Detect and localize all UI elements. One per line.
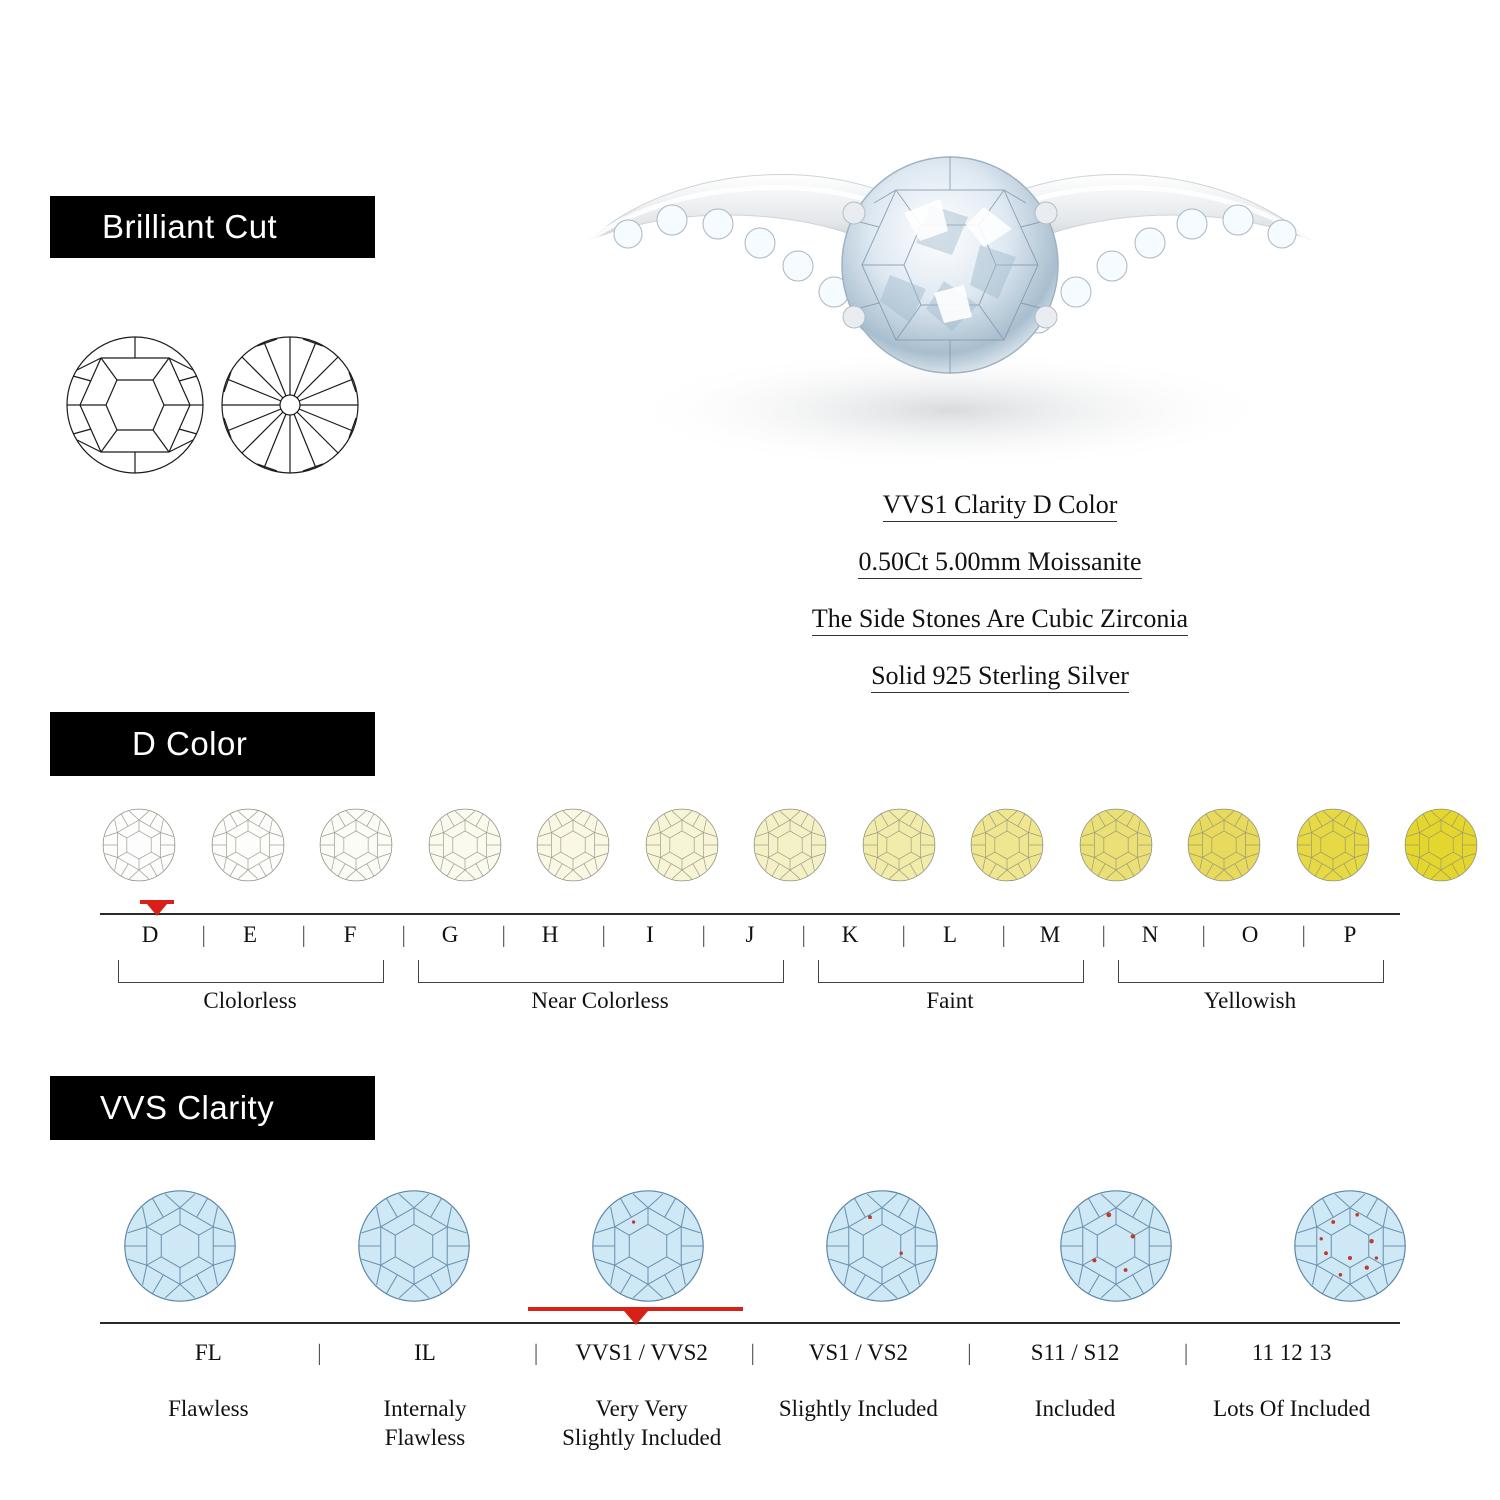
round-brilliant-bottom-view (222, 337, 358, 473)
color-gem-H (534, 806, 612, 884)
clarity-description: Slightly Included (778, 1396, 938, 1421)
color-gem-J (751, 806, 829, 884)
gem-icon (100, 806, 178, 884)
gem-icon (1290, 1186, 1410, 1306)
spec-line: Solid 925 Sterling Silver (640, 661, 1360, 691)
gem-icon (354, 1186, 474, 1306)
cut-diagram-svg (60, 330, 380, 480)
clarity-gem-0 (120, 1186, 240, 1306)
badge-brilliant-cut (50, 196, 375, 258)
color-letter-K: K | (800, 922, 900, 948)
badge-brilliant-cut-label: Brilliant Cut (102, 208, 278, 245)
gem-icon (1077, 806, 1155, 884)
gem-icon (1056, 1186, 1176, 1306)
clarity-grade-label: IL | (317, 1340, 534, 1366)
gem-icon (751, 806, 829, 884)
color-gem-O (1294, 806, 1372, 884)
color-gem-D (100, 806, 178, 884)
color-letter-F: F | (300, 922, 400, 948)
clarity-gem-3 (822, 1186, 942, 1306)
clarity-grade-label: VVS1 / VVS2 | (533, 1340, 750, 1366)
color-letter-E: E | (200, 922, 300, 948)
product-photo-ring (520, 110, 1380, 490)
color-group-label: Near Colorless (531, 988, 669, 1013)
badge-d-color-label: D Color (132, 725, 248, 762)
clarity-scale-descriptions (100, 1395, 1400, 1453)
brilliant-cut-diagrams (60, 330, 380, 480)
color-letter-O: O | (1200, 922, 1300, 948)
gem-icon (643, 806, 721, 884)
color-gem-G (426, 806, 504, 884)
gem-icon (426, 806, 504, 884)
color-group-label: Clolorless (203, 988, 297, 1013)
color-group-bracket (818, 960, 1084, 983)
color-group-bracket (418, 960, 784, 983)
gem-icon (860, 806, 938, 884)
color-gem-E (209, 806, 287, 884)
round-brilliant-top-view (67, 337, 203, 473)
gem-icon (1185, 806, 1263, 884)
gem-icon (209, 806, 287, 884)
gem-icon (822, 1186, 942, 1306)
color-letter-G: G | (400, 922, 500, 948)
clarity-description: Very Very Slightly Included (562, 1396, 722, 1450)
color-letter-J: J | (700, 922, 800, 948)
color-letter-M: M | (1000, 922, 1100, 948)
gem-icon (1294, 806, 1372, 884)
color-marker-arrow (147, 904, 167, 916)
center-gemstone (842, 157, 1058, 373)
clarity-marker-arrow (624, 1311, 648, 1325)
gem-icon (120, 1186, 240, 1306)
color-scale-marker (140, 900, 174, 918)
clarity-description: Lots Of Included (1213, 1396, 1371, 1421)
product-spec-list (640, 490, 1360, 718)
color-group-label: Faint (926, 988, 974, 1013)
clarity-gem-2 (588, 1186, 708, 1306)
color-group-label: Yellowish (1203, 988, 1297, 1013)
color-letter-L: L | (900, 922, 1000, 948)
color-scale-groups (100, 960, 1400, 1030)
color-gem-F (317, 806, 395, 884)
clarity-gem-row (120, 1186, 1410, 1306)
color-gem-I (643, 806, 721, 884)
clarity-description: Included (1034, 1396, 1116, 1421)
color-scale-letters (100, 922, 1400, 948)
color-letter-H: H | (500, 922, 600, 948)
clarity-description: Internaly Flawless (383, 1396, 467, 1450)
clarity-grade-label: FL | (100, 1340, 317, 1366)
spec-line: VVS1 Clarity D Color (640, 490, 1360, 520)
clarity-scale-axis (100, 1322, 1400, 1324)
color-gem-P (1402, 806, 1480, 884)
color-letter-N: N | (1100, 922, 1200, 948)
color-letter-I: I | (600, 922, 700, 948)
clarity-gem-5 (1290, 1186, 1410, 1306)
gem-icon (588, 1186, 708, 1306)
badge-d-color (50, 712, 375, 776)
clarity-grade-label: S11 / S12 | (967, 1340, 1184, 1366)
color-group-bracket (1118, 960, 1384, 983)
color-letter-D: D | (100, 922, 200, 948)
clarity-gem-1 (354, 1186, 474, 1306)
clarity-scale-marker (528, 1307, 743, 1325)
gem-icon (317, 806, 395, 884)
color-group-bracket (118, 960, 384, 983)
color-gem-M (1077, 806, 1155, 884)
color-gem-K (860, 806, 938, 884)
ring-illustration (520, 110, 1380, 490)
clarity-gem-4 (1056, 1186, 1176, 1306)
spec-line: The Side Stones Are Cubic Zirconia (640, 604, 1360, 634)
gem-icon (968, 806, 1046, 884)
spec-line: 0.50Ct 5.00mm Moissanite (640, 547, 1360, 577)
clarity-scale-labels (100, 1340, 1400, 1366)
color-scale-axis (100, 913, 1400, 915)
clarity-grade-label: VS1 / VS2 | (750, 1340, 967, 1366)
color-gem-row (100, 806, 1480, 886)
gem-icon (1402, 806, 1480, 884)
badge-vvs-clarity (50, 1076, 375, 1140)
color-gem-N (1185, 806, 1263, 884)
badge-vvs-clarity-label: VVS Clarity (100, 1089, 275, 1126)
gem-icon (534, 806, 612, 884)
color-gem-L (968, 806, 1046, 884)
color-letter-P: P (1343, 922, 1357, 947)
clarity-description: Flawless (168, 1396, 249, 1421)
clarity-grade-label: 11 12 13 (1251, 1340, 1332, 1365)
